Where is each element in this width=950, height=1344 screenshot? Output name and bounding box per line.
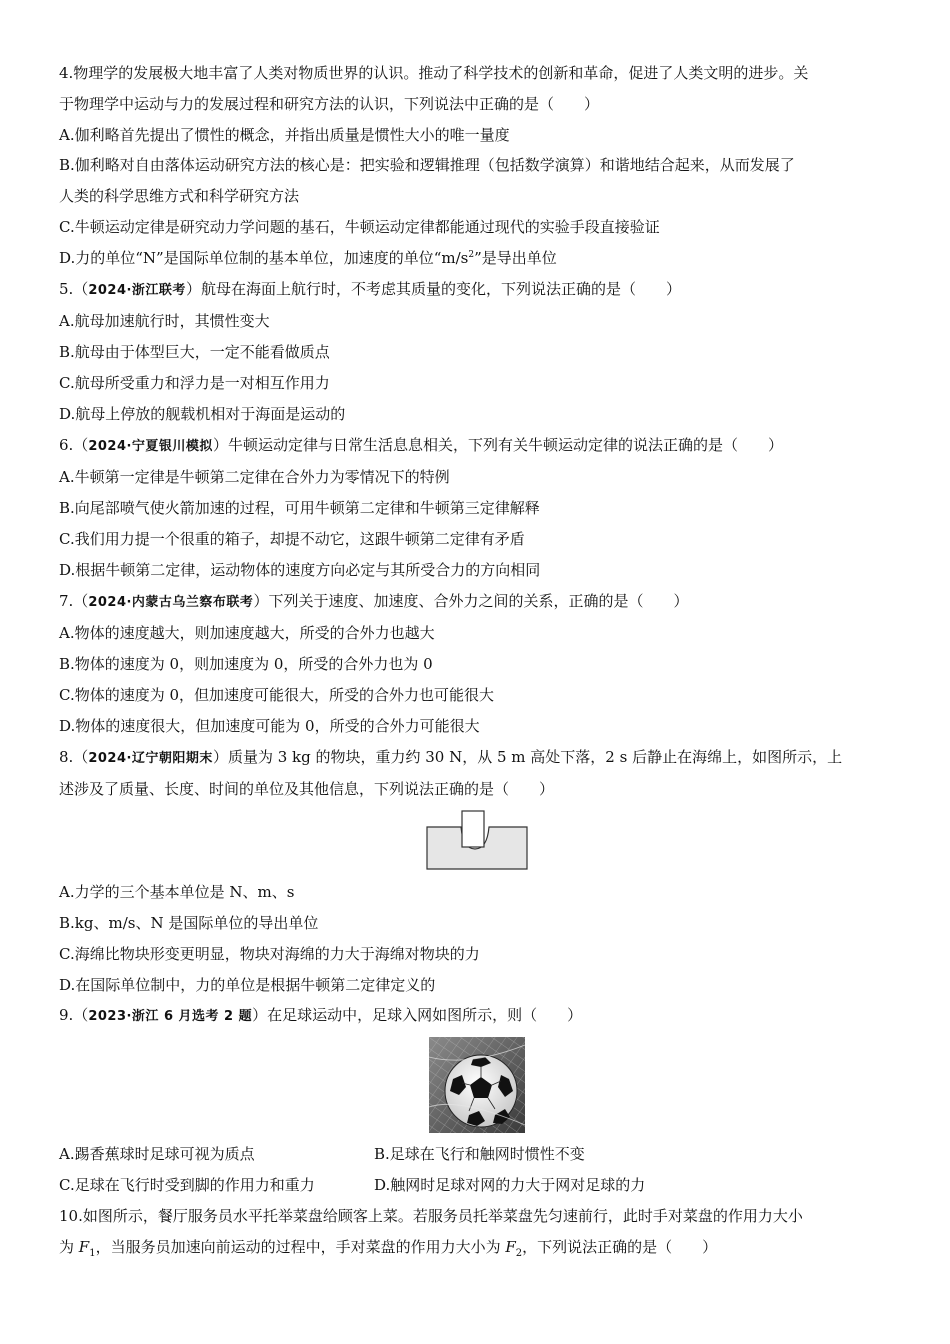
q9-stem: 9.（2023·浙江 6 月选考 2 题）在足球运动中，足球入网如图所示，则（ ） xyxy=(59,1006,583,1025)
q7-source: 2024·内蒙古乌兰察布联考 xyxy=(88,594,254,610)
q6-stem: 6.（2024·宁夏银川模拟）牛顿运动定律与日常生活息息相关，下列有关牛顿运动定律的说法正确的是（ ） xyxy=(59,435,783,454)
q4-stem-line2: 于物理学中运动与力的发展过程和研究方法的认识，下列说法中正确的是（ ） xyxy=(59,94,600,113)
q9-options-row1 xyxy=(59,1139,894,1170)
sponge-block-diagram xyxy=(425,809,529,871)
q4-option-b-line2: 人类的科学思维方式和科学研究方法 xyxy=(59,187,300,206)
q7-option-b: B.物体的速度为 0，则加速度为 0，所受的合外力也为 0 xyxy=(59,655,433,674)
q8-option-a: A.力学的三个基本单位是 N、m、s xyxy=(59,883,295,902)
q6-option-c: C.我们用力提一个很重的箱子，却提不动它，这跟牛顿第二定律有矛盾 xyxy=(59,529,525,548)
q9-source: 2023·浙江 6 月选考 2 题 xyxy=(88,1009,253,1025)
q9-option-b: B.足球在飞行和触网时惯性不变 xyxy=(374,1145,585,1164)
q9-option-d: D.触网时足球对网的力大于网对足球的力 xyxy=(374,1175,646,1194)
block-shape xyxy=(462,811,484,847)
q8-stem-line2: 述涉及了质量、长度、时间的单位及其他信息，下列说法正确的是（ ） xyxy=(59,780,555,799)
q5-option-a: A.航母加速航行时，其惯性变大 xyxy=(59,312,270,331)
q8-source: 2024·辽宁朝阳期末 xyxy=(88,750,213,766)
q6-option-d: D.根据牛顿第二定律，运动物体的速度方向必定与其所受合力的方向相同 xyxy=(59,560,541,579)
q7-stem: 7.（2024·内蒙古乌兰察布联考）下列关于速度、加速度、合外力之间的关系，正确的是（ ） xyxy=(59,591,689,610)
q9-options-row2 xyxy=(59,1170,894,1201)
q5-option-b: B.航母由于体型巨大，一定不能看做质点 xyxy=(59,343,330,362)
q5-option-d: D.航母上停放的舰载机相对于海面是运动的 xyxy=(59,404,346,423)
q6-option-b: B.向尾部喷气使火箭加速的过程，可用牛顿第二定律和牛顿第三定律解释 xyxy=(59,499,540,518)
q9-figure xyxy=(59,1037,894,1133)
q4-option-b-line1: B.伽利略对自由落体运动研究方法的核心是：把实验和逻辑推理（包括数学演算）和谐地结合起来，从而发展了 xyxy=(59,156,795,175)
q7-option-a: A.物体的速度越大，则加速度越大，所受的合外力也越大 xyxy=(59,624,435,643)
q8-option-c: C.海绵比物块形变更明显，物块对海绵的力大于海绵对物块的力 xyxy=(59,944,480,963)
q5-option-c: C.航母所受重力和浮力是一对相互作用力 xyxy=(59,373,330,392)
q10-stem-line1: 10.如图所示，餐厅服务员水平托举菜盘给顾客上菜。若服务员托举菜盘先匀速前行，此时手对菜盘的作用力大小 xyxy=(59,1206,803,1225)
q9-option-a: A.踢香蕉球时足球可视为质点 xyxy=(59,1145,255,1164)
q10-stem-line2: 为 $F_1$，当服务员加速向前运动的过程中，手对菜盘的作用力大小为 $F_2$，下列说法正确的是（ ） xyxy=(59,1237,718,1259)
q4-option-c: C.牛顿运动定律是研究动力学问题的基石，牛顿运动定律都能通过现代的实验手段直接验证 xyxy=(59,217,660,236)
q7-option-d: D.物体的速度很大，但加速度可能为 0，所受的合外力可能很大 xyxy=(59,716,480,735)
q6-source: 2024·宁夏银川模拟 xyxy=(88,438,213,454)
q5-source: 2024·浙江联考 xyxy=(88,282,186,298)
q7-option-c: C.物体的速度为 0，但加速度可能很大，所受的合外力也可能很大 xyxy=(59,685,495,704)
q4-option-a: A.伽利略首先提出了惯性的概念，并指出质量是惯性大小的唯一量度 xyxy=(59,125,510,144)
q8-option-d: D.在国际单位制中，力的单位是根据牛顿第二定律定义的 xyxy=(59,975,436,994)
q4-option-d: D.力的单位“N”是国际单位制的基本单位，加速度的单位“$m/s^2$”是导出单位 xyxy=(59,248,557,267)
q9-option-c: C.足球在飞行时受到脚的作用力和重力 xyxy=(59,1175,315,1194)
q6-option-a: A.牛顿第一定律是牛顿第二定律在合外力为零情况下的特例 xyxy=(59,468,450,487)
q8-figure xyxy=(59,809,894,871)
q8-option-b: B.kg、m/s、N 是国际单位的导出单位 xyxy=(59,913,319,932)
q4-stem-line1: 4.物理学的发展极大地丰富了人类对物质世界的认识。推动了科学技术的创新和革命，促进了人类文明的进步。关 xyxy=(59,64,809,82)
q5-stem: 5.（2024·浙江联考）航母在海面上航行时，不考虑其质量的变化，下列说法正确的是（ ） xyxy=(59,279,681,298)
question-page xyxy=(59,58,894,1262)
q8-stem: 8.（2024·辽宁朝阳期末）质量为 3 kg 的物块，重力约 30 N，从 5 m 高处下落，2 s 后静止在海绵上，如图所示，上 xyxy=(59,747,843,766)
soccer-ball-photo xyxy=(429,1037,525,1133)
